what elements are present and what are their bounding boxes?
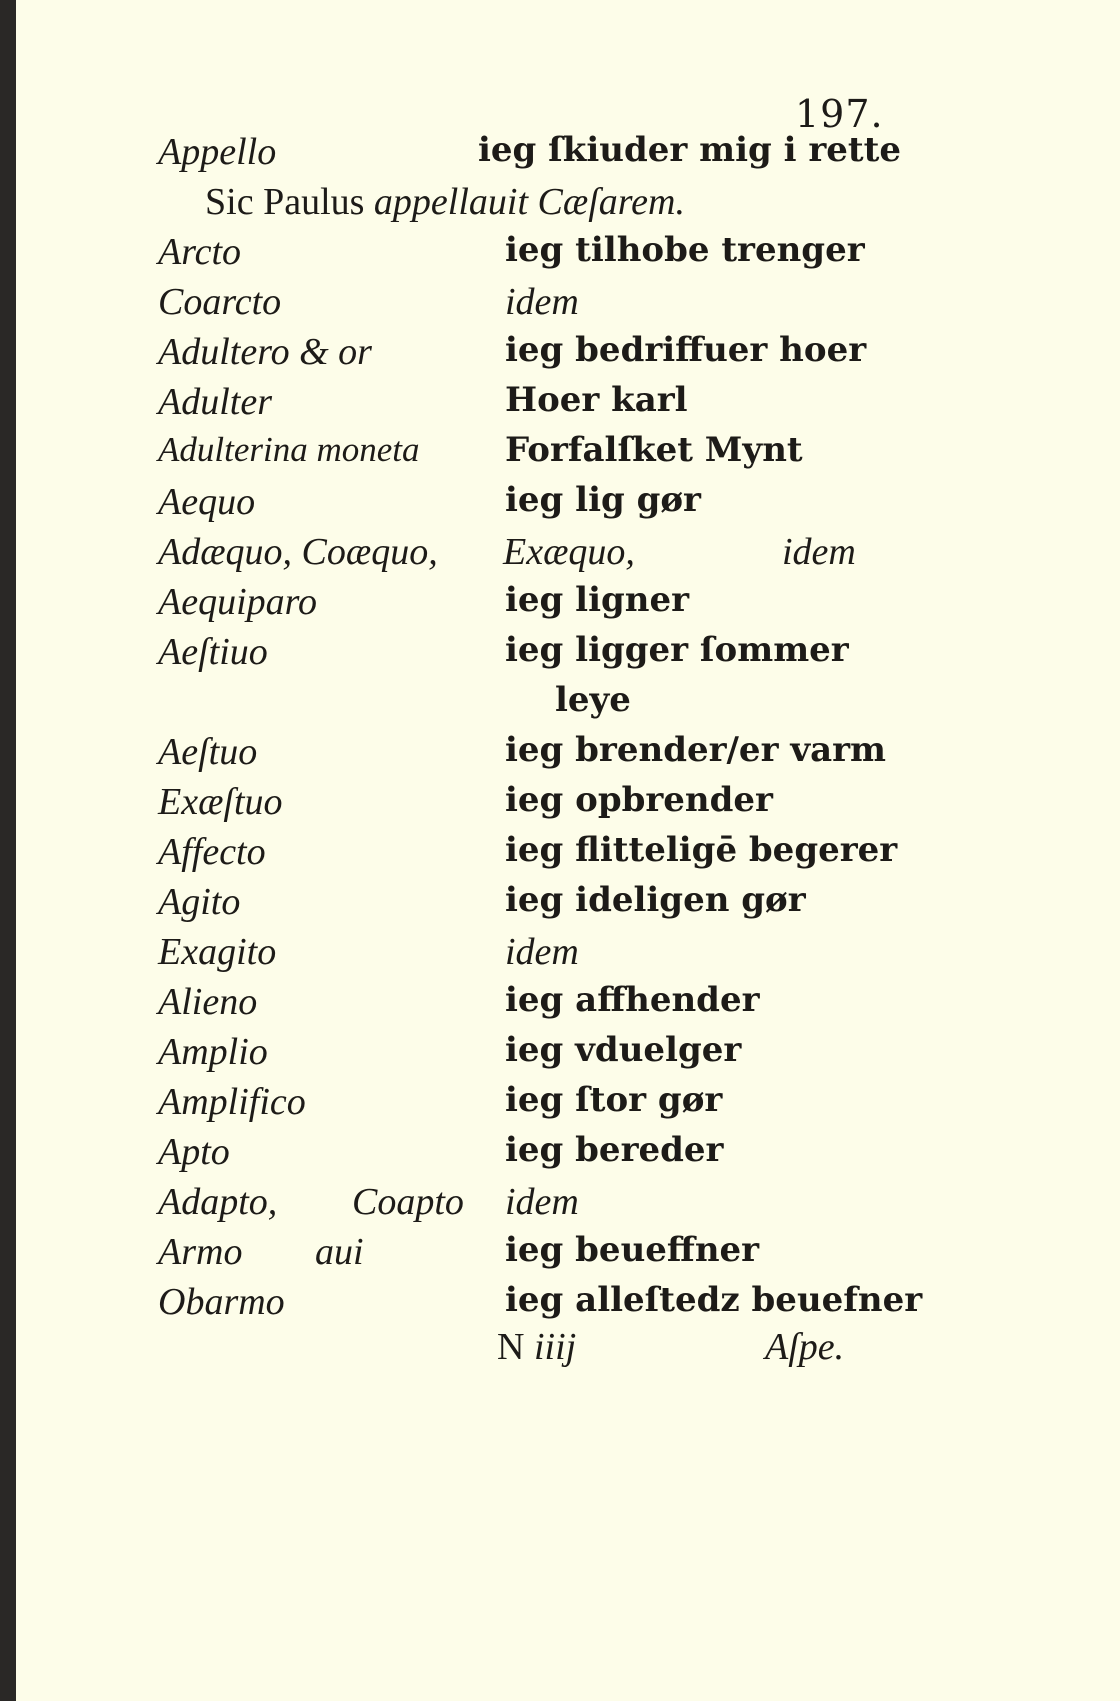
page-number: 197. (795, 92, 884, 136)
danish-translation: ieg flitteligē begerer (505, 830, 898, 870)
danish-translation: ieg alleſtedz beuefner (505, 1280, 923, 1320)
latin-word: Agito (158, 881, 241, 923)
danish-translation: Hoer karl (505, 380, 688, 420)
list-item (0, 630, 1120, 680)
note-line (205, 180, 685, 224)
latin-word: Amplio (158, 1031, 268, 1073)
note-prefix: Sic (205, 181, 264, 223)
latin-word: Armo (158, 1231, 243, 1273)
list-item (0, 580, 1120, 630)
list-item (0, 1030, 1120, 1080)
list-item (0, 730, 1120, 780)
latin-word: Appello (158, 131, 277, 173)
danish-translation: ieg ligner (505, 580, 690, 620)
list-item (0, 380, 1120, 430)
danish-translation: idem (782, 531, 856, 573)
list-item (0, 180, 1120, 230)
latin-word: Aeſtuo (158, 731, 258, 773)
latin-word: Affecto (158, 831, 266, 873)
list-item (0, 330, 1120, 380)
list-item (0, 530, 1120, 580)
danish-translation: Forfalſket Mynt (505, 430, 803, 470)
danish-translation: ieg opbrender (505, 780, 773, 820)
danish-translation: ieg ſtor gør (505, 1080, 723, 1120)
catchword: Aſpe. (765, 1326, 845, 1368)
latin-word: Aequiparo (158, 581, 318, 623)
latin-word: Apto (158, 1131, 230, 1173)
signature-mark (497, 1325, 576, 1369)
danish-translation: ieg tilhobe trenger (505, 230, 865, 270)
latin-word: Exæſtuo (158, 781, 283, 823)
list-item (0, 1080, 1120, 1130)
list-item (0, 1130, 1120, 1180)
list-item (0, 280, 1120, 330)
latin-word: Adæquo, Coæquo, (158, 531, 438, 573)
list-item (0, 130, 1120, 180)
latin-word: Coarcto (158, 281, 282, 323)
list-item (0, 930, 1120, 980)
latin-word: Adapto, (158, 1181, 278, 1223)
latin-word: Amplifico (158, 1081, 306, 1123)
latin-word: Obarmo (158, 1281, 285, 1323)
latin-word-extra: aui (315, 1231, 364, 1273)
list-item (0, 980, 1120, 1030)
signature-numeral: iiij (533, 1326, 577, 1368)
latin-word-extra: Coapto (352, 1181, 464, 1223)
list-item (0, 230, 1120, 280)
latin-word: Aeſtiuo (158, 631, 268, 673)
latin-word: Adulterina moneta (158, 430, 420, 469)
danish-translation: ieg beueffner (505, 1230, 760, 1270)
list-item (0, 1280, 1120, 1330)
danish-translation: ieg ideligen gør (505, 880, 806, 920)
list-item (0, 780, 1120, 830)
danish-translation: idem (505, 931, 579, 973)
danish-translation: ieg bedriffuer hoer (505, 330, 867, 370)
latin-word: Adulter (158, 381, 272, 423)
danish-translation: ieg bereder (505, 1130, 724, 1170)
note-upright: Paulus (263, 181, 365, 223)
list-item (0, 1230, 1120, 1280)
list-item (0, 680, 1120, 730)
latin-word: Adultero & or (158, 331, 372, 373)
danish-translation: ieg ſkiuder mig i rette (478, 130, 901, 170)
danish-translation: ieg lig gør (505, 480, 701, 520)
danish-continuation: leye (555, 680, 631, 720)
danish-translation: ieg ligger ſommer (505, 630, 849, 670)
danish-translation: ieg affhender (505, 980, 760, 1020)
latin-word: Aequo (158, 481, 256, 523)
latin-word: Alieno (158, 981, 258, 1023)
danish-translation: ieg brender/er varm (505, 730, 886, 770)
danish-translation: ieg vduelger (505, 1030, 742, 1070)
latin-word: Exagito (158, 931, 277, 973)
list-item (0, 480, 1120, 530)
list-item (0, 830, 1120, 880)
note-rest: appellauit Cæſarem. (364, 181, 685, 223)
danish-translation: idem (505, 281, 579, 323)
list-item (0, 880, 1120, 930)
list-item (0, 1180, 1120, 1230)
list-item (0, 430, 1120, 480)
latin-word-extra: Exæquo, (503, 531, 635, 573)
page-footer (0, 1325, 1120, 1375)
latin-word: Arcto (158, 231, 242, 273)
danish-translation: idem (505, 1181, 579, 1223)
signature-letter: N (497, 1326, 525, 1368)
